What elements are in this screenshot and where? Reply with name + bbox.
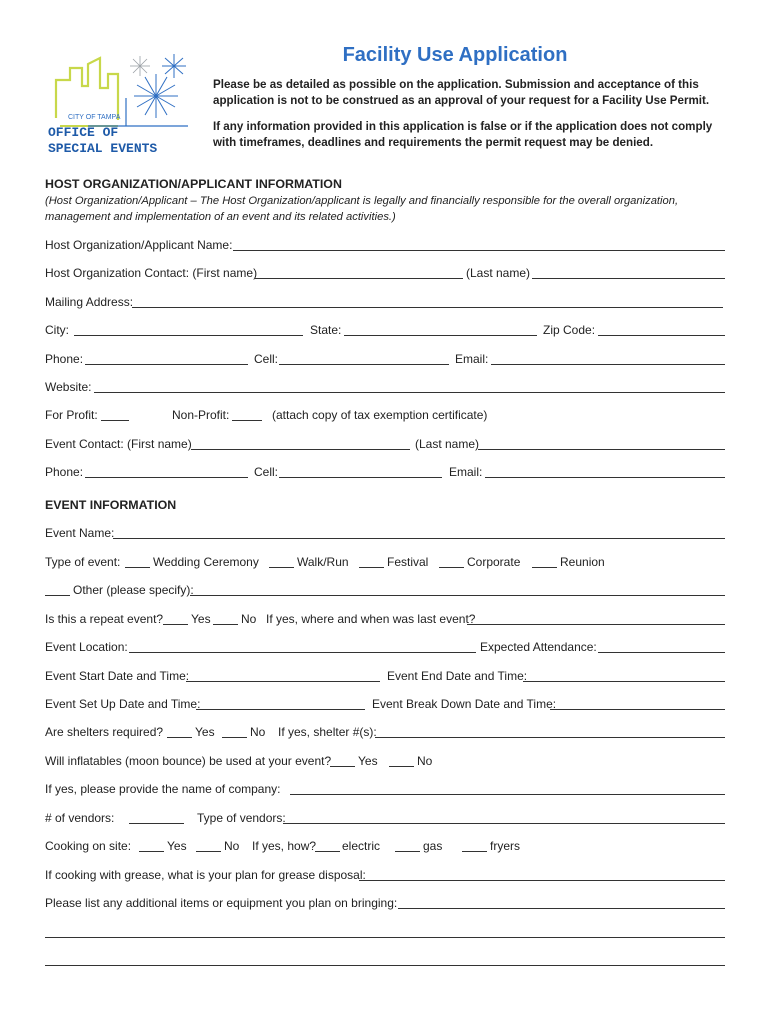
city-label: City:	[45, 323, 69, 337]
end-field[interactable]	[523, 681, 725, 682]
inflatables-yes-checkbox[interactable]	[330, 766, 355, 767]
contact-first-label: Host Organization Contact: (First name)	[45, 266, 258, 280]
inflatables-no-label: No	[417, 754, 433, 768]
non-profit-label: Non-Profit:	[172, 408, 230, 422]
repeat-no-checkbox[interactable]	[213, 624, 238, 625]
equipment-extra-row-1	[45, 925, 725, 940]
cooking-label: Cooking on site:	[45, 839, 132, 853]
inflatables-no-checkbox[interactable]	[389, 766, 414, 767]
org-name-row	[45, 238, 725, 253]
repeat-label: Is this a repeat event?	[45, 612, 164, 626]
start-field[interactable]	[186, 681, 380, 682]
event-contact-last-label: (Last name)	[415, 437, 480, 451]
shelter-num-label: If yes, shelter #(s):	[278, 725, 377, 739]
cooking-yes-label: Yes	[167, 839, 187, 853]
grease-label: If cooking with grease, what is your plan for grease disposal:	[45, 868, 366, 882]
breakdown-label: Event Break Down Date and Time:	[372, 697, 557, 711]
website-field[interactable]	[94, 392, 725, 393]
vendors-num-field[interactable]	[129, 823, 184, 824]
intro-line-3: If any information provided in this application is false or if the application does not comply	[213, 120, 713, 133]
festival-checkbox[interactable]	[359, 567, 384, 568]
logo-city-text: CITY OF TAMPA	[68, 114, 121, 121]
shelters-row	[45, 725, 725, 740]
event-section-heading: EVENT INFORMATION	[45, 498, 177, 512]
location-label: Event Location:	[45, 640, 128, 654]
cooking-no-label: No	[224, 839, 240, 853]
repeat-row	[45, 612, 725, 627]
host-note-line-2: management and implementation of an event and its related activities.)	[45, 211, 396, 223]
vendors-num-label: # of vendors:	[45, 811, 115, 825]
event-name-row	[45, 526, 725, 541]
event-type-label: Type of event:	[45, 555, 121, 569]
corporate-label: Corporate	[467, 555, 521, 569]
logo-line2: SPECIAL EVENTS	[48, 141, 158, 156]
mailing-label: Mailing Address:	[45, 295, 134, 309]
wedding-label: Wedding Ceremony	[153, 555, 259, 569]
event-contact-last-field[interactable]	[478, 449, 725, 450]
repeat-yes-checkbox[interactable]	[163, 624, 188, 625]
grease-row	[45, 868, 725, 883]
logo-line1: OFFICE OF	[48, 125, 119, 140]
start-label: Event Start Date and Time:	[45, 669, 190, 683]
gas-label: gas	[423, 839, 443, 853]
intro-line-1: Please be as detailed as possible on the application. Submission and acceptance of this	[213, 78, 699, 91]
contact-last-field[interactable]	[532, 278, 725, 279]
vendors-row	[45, 811, 725, 826]
email2-label: Email:	[449, 465, 483, 479]
equipment-row	[45, 896, 725, 911]
equipment-extra-field-1[interactable]	[45, 937, 725, 938]
event-contact-row	[45, 437, 725, 452]
event-contact-first-label: Event Contact: (First name)	[45, 437, 192, 451]
zip-label: Zip Code:	[543, 323, 596, 337]
festival-label: Festival	[387, 555, 429, 569]
email-field[interactable]	[491, 364, 725, 365]
tax-note: (attach copy of tax exemption certificate)	[272, 408, 488, 422]
intro-line-2: application is not to be construed as an approval of your request for a Facility Use Permit.	[213, 94, 710, 107]
electric-label: electric	[342, 839, 381, 853]
email-label: Email:	[455, 352, 489, 366]
company-row	[45, 782, 725, 797]
reunion-checkbox[interactable]	[532, 567, 557, 568]
setup-label: Event Set Up Date and Time:	[45, 697, 201, 711]
phone-field[interactable]	[85, 364, 248, 365]
zip-field[interactable]	[598, 335, 725, 336]
location-row	[45, 640, 725, 655]
cell2-field[interactable]	[279, 477, 442, 478]
contact-first-field[interactable]	[255, 278, 463, 279]
attendance-field[interactable]	[598, 652, 725, 653]
shelters-no-label: No	[250, 725, 266, 739]
cell2-label: Cell:	[254, 465, 279, 479]
shelter-num-field[interactable]	[375, 737, 725, 738]
setup-row	[45, 697, 725, 712]
for-profit-label: For Profit:	[45, 408, 98, 422]
walk-checkbox[interactable]	[269, 567, 294, 568]
state-label: State:	[310, 323, 342, 337]
fryers-checkbox[interactable]	[462, 851, 487, 852]
mailing-row	[45, 295, 725, 310]
host-note-line-1: (Host Organization/Applicant – The Host Organization/applicant is legally and financially responsible for the overall organization,	[45, 195, 679, 207]
org-name-label: Host Organization/Applicant Name:	[45, 238, 233, 252]
breakdown-field[interactable]	[550, 709, 725, 710]
event-contact-first-field[interactable]	[191, 449, 410, 450]
org-name-field[interactable]	[233, 250, 725, 251]
event-name-label: Event Name:	[45, 526, 115, 540]
shelters-no-checkbox[interactable]	[222, 737, 247, 738]
for-profit-field[interactable]	[101, 420, 129, 421]
end-label: Event End Date and Time:	[387, 669, 528, 683]
repeat-when-label: If yes, where and when was last event?	[266, 612, 476, 626]
phone2-field[interactable]	[85, 477, 248, 478]
cell-field[interactable]	[279, 364, 449, 365]
gas-checkbox[interactable]	[395, 851, 420, 852]
website-label: Website:	[45, 380, 92, 394]
equipment-extra-field-2[interactable]	[45, 965, 725, 966]
profit-row	[45, 408, 725, 423]
start-row	[45, 669, 725, 684]
phone-row	[45, 352, 725, 367]
event-name-field[interactable]	[113, 538, 725, 539]
state-field[interactable]	[344, 335, 537, 336]
electric-checkbox[interactable]	[315, 851, 340, 852]
company-field[interactable]	[290, 794, 725, 795]
other-field[interactable]	[190, 595, 725, 596]
cooking-row	[45, 839, 725, 854]
website-row	[45, 380, 725, 395]
phone2-row	[45, 465, 725, 480]
how-label: If yes, how?	[252, 839, 317, 853]
cooking-yes-checkbox[interactable]	[139, 851, 164, 852]
equipment-extra-row-2	[45, 953, 725, 968]
host-section-heading: HOST ORGANIZATION/APPLICANT INFORMATION	[45, 177, 342, 191]
wedding-checkbox[interactable]	[125, 567, 150, 568]
grease-field[interactable]	[359, 880, 725, 881]
cell-label: Cell:	[254, 352, 279, 366]
email2-field[interactable]	[485, 477, 725, 478]
repeat-when-field[interactable]	[467, 624, 725, 625]
phone2-label: Phone:	[45, 465, 84, 479]
equipment-field[interactable]	[398, 908, 725, 909]
other-checkbox[interactable]	[45, 595, 70, 596]
inflatables-row	[45, 754, 725, 769]
reunion-label: Reunion	[560, 555, 605, 569]
location-field[interactable]	[129, 652, 476, 653]
repeat-yes-label: Yes	[191, 612, 211, 626]
corporate-checkbox[interactable]	[439, 567, 464, 568]
shelters-yes-label: Yes	[195, 725, 215, 739]
fryers-label: fryers	[490, 839, 520, 853]
equipment-label: Please list any additional items or equipment you plan on bringing:	[45, 896, 398, 910]
page-title: Facility Use Application	[342, 44, 568, 66]
vendor-types-field[interactable]	[283, 823, 725, 824]
other-row	[45, 583, 725, 598]
walk-label: Walk/Run	[297, 555, 349, 569]
event-type-row	[45, 555, 725, 570]
repeat-no-label: No	[241, 612, 257, 626]
inflatables-label: Will inflatables (moon bounce) be used at your event?	[45, 754, 332, 768]
mailing-field[interactable]	[132, 307, 723, 308]
contact-last-label: (Last name)	[466, 266, 531, 280]
contact-row	[45, 266, 725, 281]
non-profit-field[interactable]	[232, 420, 262, 421]
cooking-no-checkbox[interactable]	[196, 851, 221, 852]
company-label: If yes, please provide the name of company:	[45, 782, 281, 796]
intro-line-4: with timeframes, deadlines and requirements the permit request may be denied.	[213, 136, 654, 149]
other-label: Other (please specify):	[73, 583, 194, 597]
inflatables-yes-label: Yes	[358, 754, 378, 768]
attendance-label: Expected Attendance:	[480, 640, 597, 654]
city-field[interactable]	[74, 335, 303, 336]
shelters-label: Are shelters required?	[45, 725, 164, 739]
city-row	[45, 323, 725, 338]
shelters-yes-checkbox[interactable]	[167, 737, 192, 738]
setup-field[interactable]	[196, 709, 365, 710]
phone-label: Phone:	[45, 352, 84, 366]
vendor-types-label: Type of vendors:	[197, 811, 286, 825]
office-of-special-events-logo	[48, 48, 198, 158]
